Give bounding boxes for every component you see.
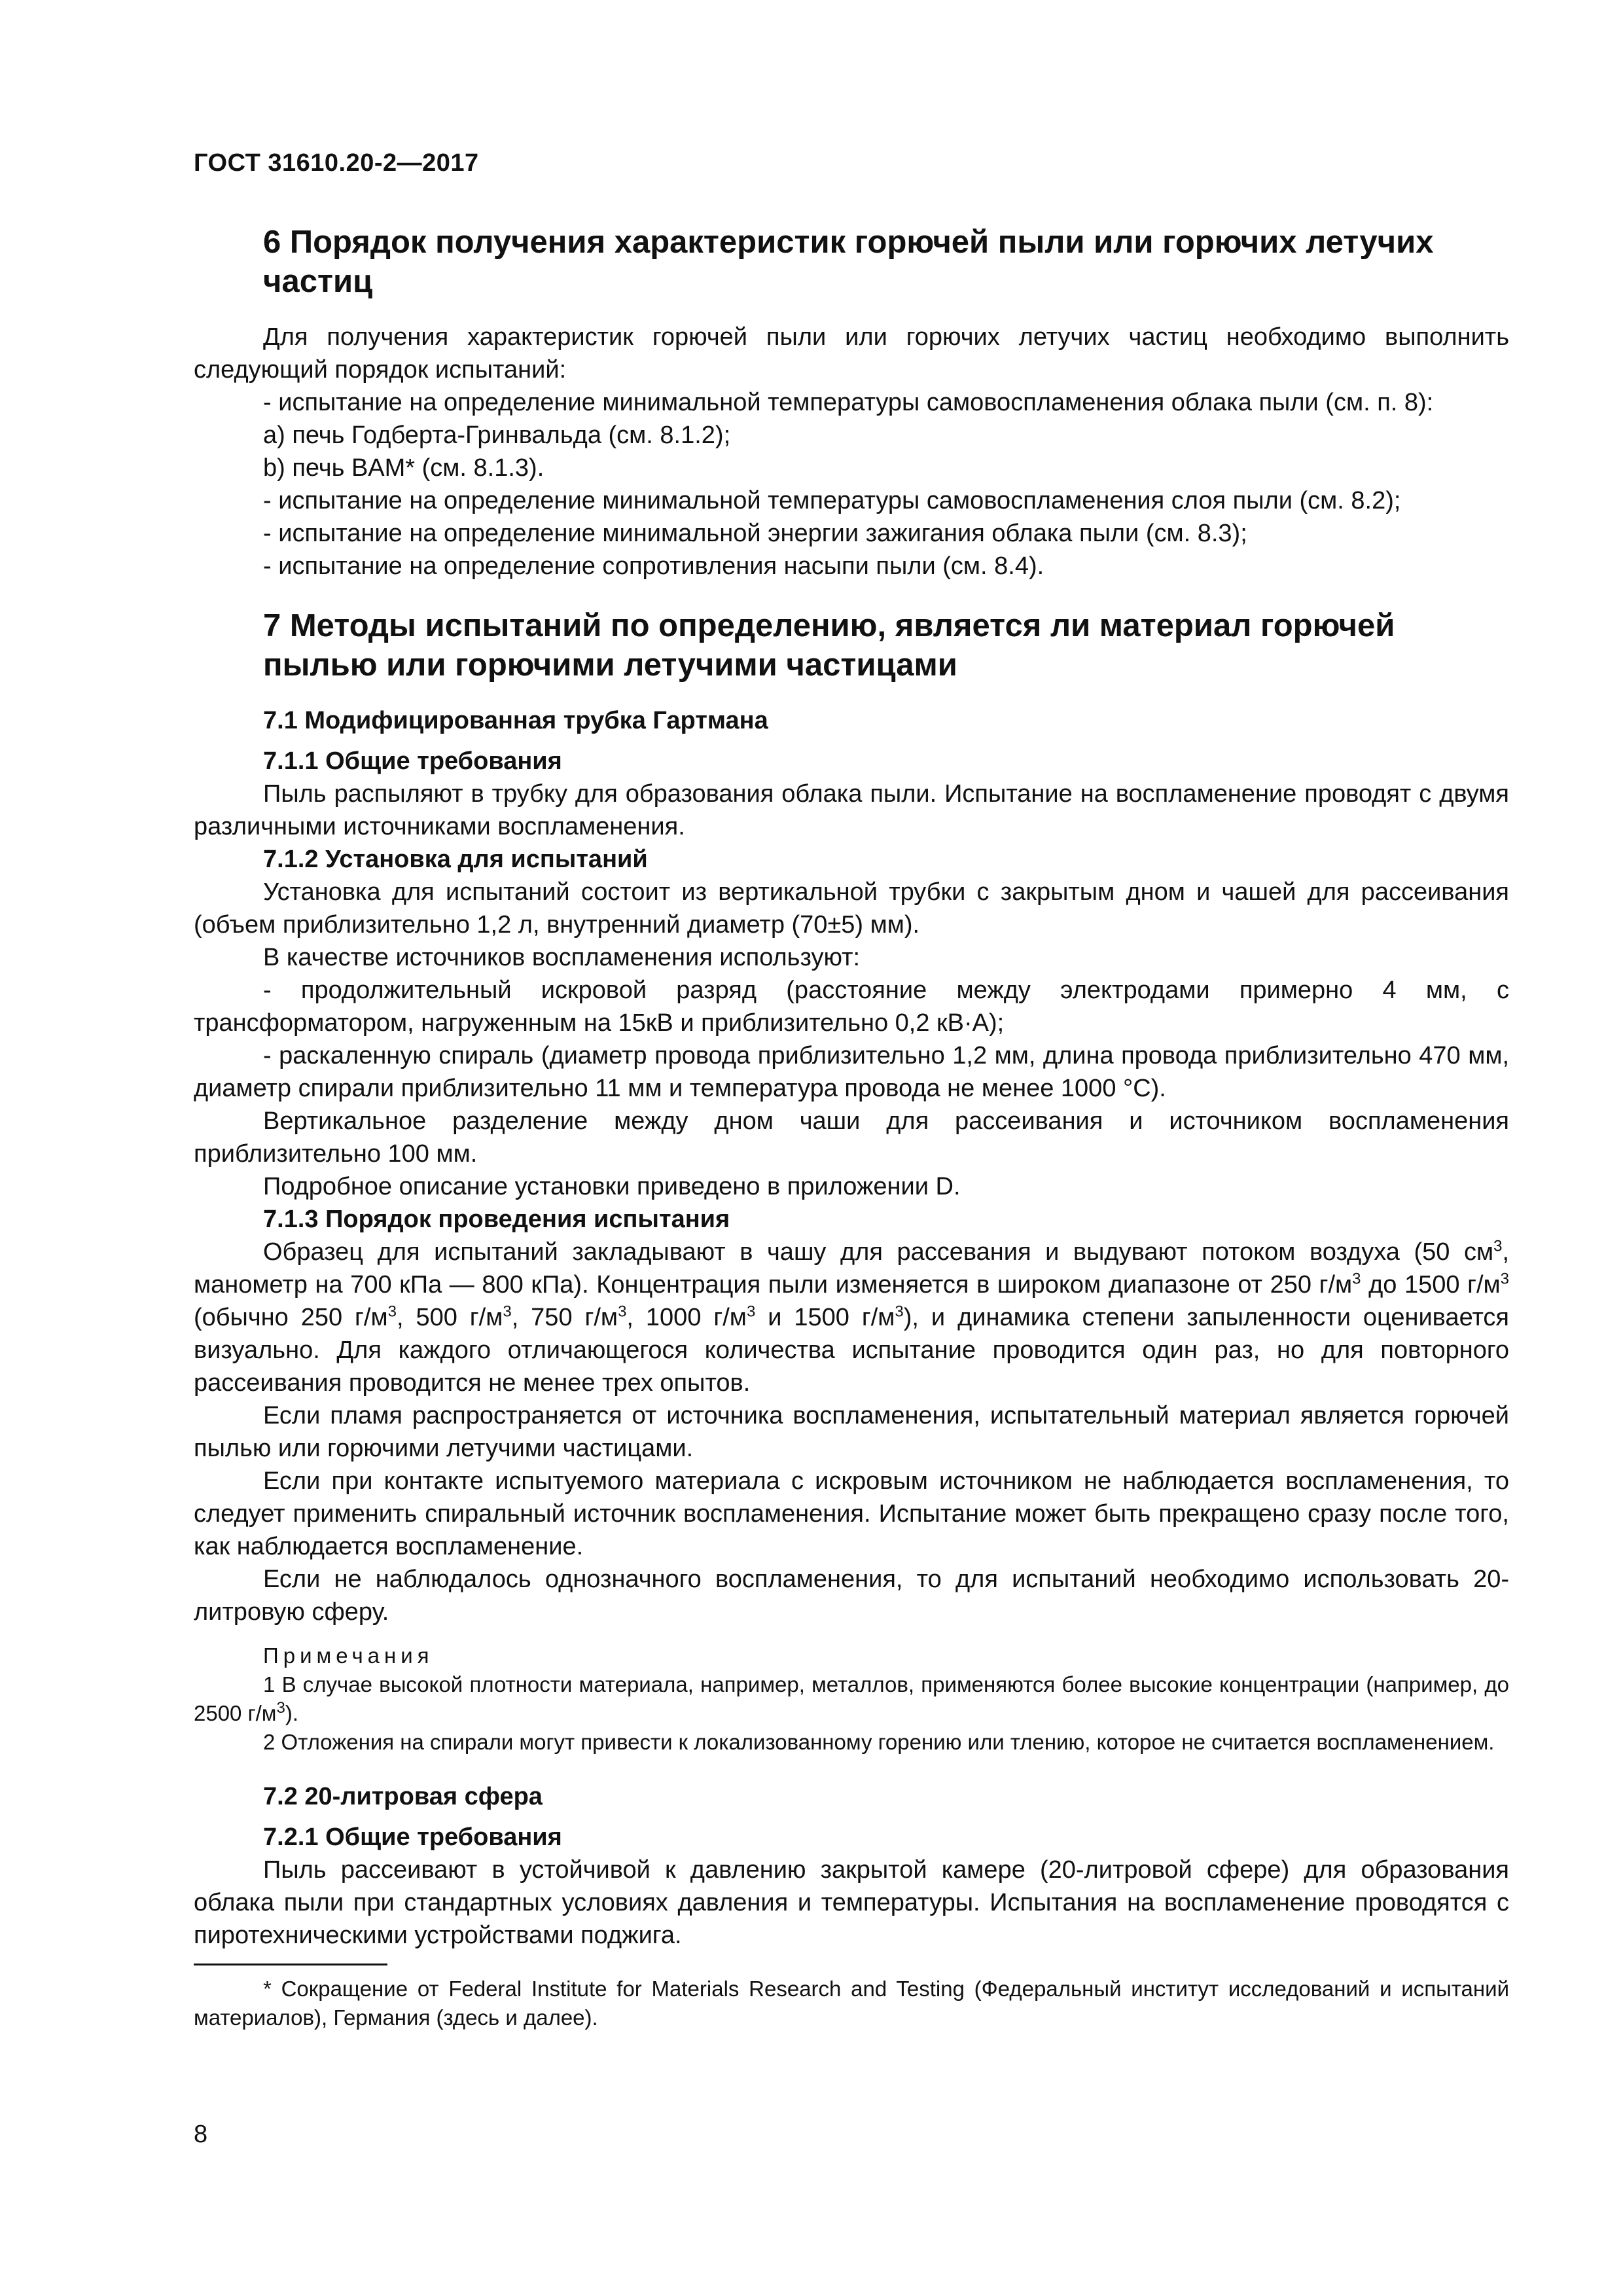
section-7-1-2-paragraph: Подробное описание установки приведено в приложении D. [263, 1173, 961, 1200]
text-run: Образец для испытаний закладывают в чашу для рассевания и выдувают потоком воздуха (50 см [263, 1238, 1494, 1266]
superscript: 3 [276, 1699, 285, 1717]
superscript: 3 [746, 1302, 756, 1321]
section-7-1-3-paragraph [194, 1236, 1509, 1399]
superscript: 3 [503, 1302, 512, 1321]
text-run: и 1500 г/м [755, 1304, 895, 1331]
superscript: 3 [1352, 1270, 1361, 1288]
section-7-1-2-paragraph: Установка для испытаний состоит из вертикальной трубки с закрытым дном и чашей для рассеивания (объем приблизительно 1,2 л, внутренний диаметр (70±5) мм). [194, 878, 1509, 939]
section-7-1-3-paragraph: Если не наблюдалось однозначного воспламенения, то для испытаний необходимо использовать 20-литровую сферу. [194, 1566, 1509, 1626]
section-6-item: - испытание на определение минимальной энергии зажигания облака пыли (см. 8.3); [263, 520, 1247, 547]
page-content [194, 223, 1509, 2032]
section-7-2-1-title: 7.2.1 Общие требования [263, 1823, 562, 1851]
section-7-2-title: 7.2 20-литровая сфера [263, 1783, 543, 1810]
text-run: до 1500 г/м [1361, 1271, 1501, 1299]
text-run: ). [285, 1701, 299, 1725]
text-run: (обычно 250 г/м [194, 1304, 388, 1331]
footnote: * Сокращение от Federal Institute for Materials Research and Testing (Федеральный институт исследований и испытаний материалов), Германия (здесь и далее). [194, 1977, 1509, 2030]
section-6-item: b) печь BAM* (см. 8.1.3). [263, 454, 544, 482]
section-6-title: 6 Порядок получения характеристик горючей пыли или горючих летучих частиц [263, 224, 1434, 299]
section-7-1-3-paragraph: Если пламя распространяется от источника воспламенения, испытательный материал является горючей пылью или горючими летучими частицами. [194, 1402, 1509, 1462]
superscript: 3 [387, 1302, 397, 1321]
footnote-separator [194, 1964, 387, 1965]
section-6-item: a) печь Годберта-Гринвальда (см. 8.1.2); [263, 422, 731, 449]
section-6-item: - испытание на определение минимальной температуры самовоспламенения облака пыли (см. п. 8): [263, 389, 1434, 416]
section-7-title: 7 Методы испытаний по определению, является ли материал горючей пылью или горючими летучими частицами [263, 608, 1395, 683]
text-run: ), и динамика степени запыленности оценивается визуально. Для каждого отличающегося количества испытание проводится один раз, но для повторного рассеивания проводится не менее трех опытов. [194, 1304, 1509, 1397]
text-run: , 1000 г/м [626, 1304, 747, 1331]
section-7-1-3-title: 7.1.3 Порядок проведения испытания [263, 1206, 730, 1233]
text-run: , 500 г/м [396, 1304, 503, 1331]
section-6-intro: Для получения характеристик горючей пыли или горючих летучих частиц необходимо выполнить следующий порядок испытаний: [194, 323, 1509, 384]
page-number: 8 [194, 2121, 208, 2148]
section-7-1-2-paragraph: - раскаленную спираль (диаметр провода приблизительно 1,2 мм, длина провода приблизительно 470 мм, диаметр спирали приблизительно 11 мм и температура провода не менее 1000 °С). [194, 1042, 1509, 1102]
section-7-1-title: 7.1 Модифицированная трубка Гартмана [263, 707, 768, 734]
section-7-2-1-text: Пыль рассеивают в устойчивой к давлению закрытой камере (20-литровой сфере) для образования облака пыли при стандартных условиях давления и температуры. Испытания на воспламенение проводятся с пиротехническими устройствами поджига. [194, 1856, 1509, 1949]
section-7-1-3-paragraph: Если при контакте испытуемого материала с искровым источником не наблюдается воспламенения, то следует применить спиральный источник воспламенения. Испытание может быть прекращено сразу после того, как наблюдается воспламенение. [194, 1467, 1509, 1560]
section-7-1-1-title: 7.1.1 Общие требования [263, 747, 562, 775]
note-1 [194, 1670, 1509, 1728]
text-run: , 750 г/м [511, 1304, 618, 1331]
superscript: 3 [1500, 1270, 1510, 1288]
section-7-1-1-text: Пыль распыляют в трубку для образования облака пыли. Испытание на воспламенение проводят с двумя различными источниками воспламенения. [194, 780, 1509, 840]
text-run: 1 В случае высокой плотности материала, например, металлов, применяются более высокие концентрации (например, до 2500 г/м [194, 1672, 1509, 1725]
superscript: 3 [618, 1302, 627, 1321]
section-7-1-2-paragraph: - продолжительный искровой разряд (расстояние между электродами примерно 4 мм, с трансформатором, нагруженным на 15кВ и приблизительно 0,2 кВ·А); [194, 977, 1509, 1037]
section-6-item: - испытание на определение сопротивления насыпи пыли (см. 8.4). [263, 552, 1044, 580]
note-2: 2 Отложения на спирали могут привести к локализованному горению или тлению, которое не считается воспламенением. [263, 1730, 1495, 1754]
section-7-1-2-paragraph: Вертикальное разделение между дном чаши для рассеивания и источником воспламенения приблизительно 100 мм. [194, 1107, 1509, 1168]
superscript: 3 [895, 1302, 904, 1321]
notes-title: Примечания [263, 1643, 434, 1668]
section-7-1-2-paragraph: В качестве источников воспламенения используют: [263, 944, 861, 971]
text-run: , манометр на 700 кПа — 800 кПа). Концентрация пыли изменяется в широком диапазоне от 250 г/м [194, 1238, 1509, 1299]
section-7-1-2-title: 7.1.2 Установка для испытаний [263, 846, 648, 873]
document-header: ГОСТ 31610.20-2—2017 [194, 149, 479, 177]
section-6-item: - испытание на определение минимальной температуры самовоспламенения слоя пыли (см. 8.2); [263, 487, 1401, 514]
superscript: 3 [1493, 1237, 1503, 1255]
